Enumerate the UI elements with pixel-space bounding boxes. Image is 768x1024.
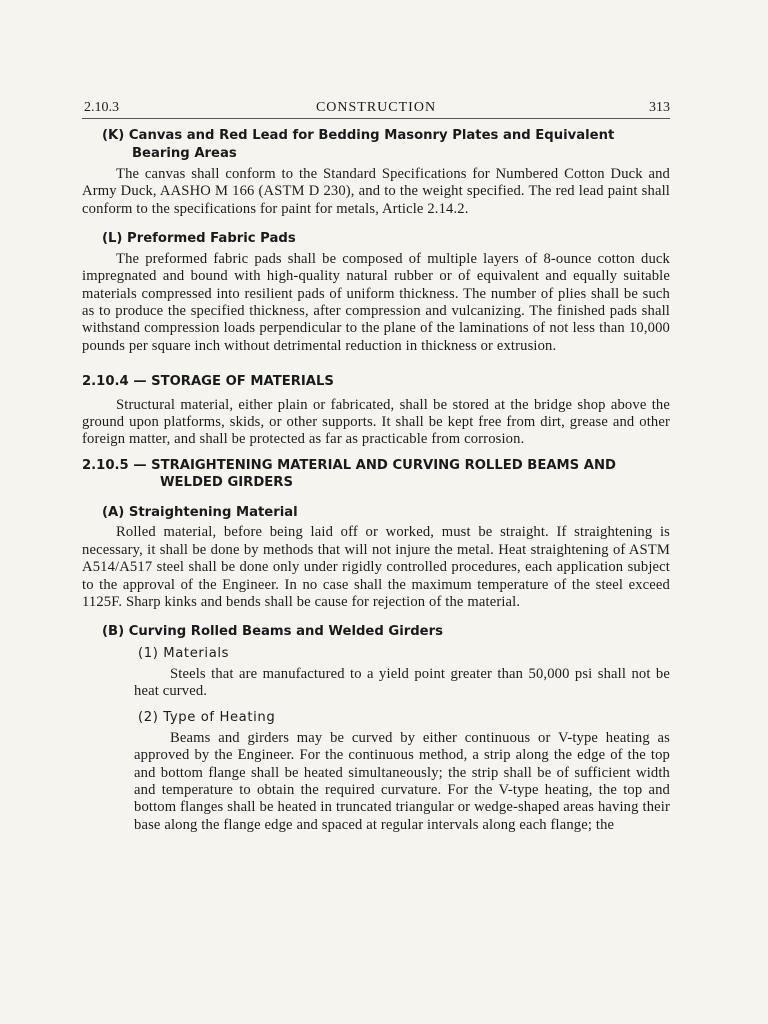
header-section-number: 2.10.3 <box>84 100 119 115</box>
paragraph-k: The canvas shall conform to the Standard Specifications for Numbered Cotton Duck and Army Duck, AASHO M 166 (ASTM D 230), and to the weight specified. The red lead paint shall conform to the specifications for paint for metals, Article 2.14.2. <box>82 166 670 217</box>
heading-a: (A) Straightening Material <box>102 504 298 520</box>
paragraph-b2: Beams and girders may be curved by either continuous or V-type heating as approved by the Engineer. For the continuous method, a strip along the edge of the top and bottom flange shall be heated simultaneously; the strip shall be of sufficient width and temperature to obtain the required curvature. For the V-type heating, the top and bottom flanges shall be heated in truncated triangular or wedge-shaped areas having their base along the flange edge and spaced at regular intervals along each flange; the <box>134 729 670 833</box>
paragraph-b1: Steels that are manufactured to a yield point greater than 50,000 psi shall not be heat curved. <box>134 665 670 700</box>
document-page <box>82 96 670 834</box>
heading-b2: (2) Type of Heating <box>138 709 276 725</box>
heading-b: (B) Curving Rolled Beams and Welded Girders <box>102 624 443 640</box>
paragraph-l: The preformed fabric pads shall be composed of multiple layers of 8-ounce cotton duck impregnated and bound with high-quality natural rubber or of equivalent and equally suitable materials compressed into resilient pads of uniform thickness. The number of plies shall be such as to produce the specified thickness, after compression and vulcanizing. The finished pads shall withstand compression loads perpendicular to the plane of the laminations of not less than 10,000 pounds per square inch without detrimental reduction in thickness or extrusion. <box>82 250 670 354</box>
heading-2-10-4: 2.10.4 — STORAGE OF MATERIALS <box>82 374 334 390</box>
heading-2-10-5: 2.10.5 — STRAIGHTENING MATERIAL AND CURVING ROLLED BEAMS AND WELDED GIRDERS <box>82 457 616 491</box>
heading-l: (L) Preformed Fabric Pads <box>102 231 296 247</box>
header-title: CONSTRUCTION <box>315 100 437 115</box>
heading-b1: (1) Materials <box>138 645 230 661</box>
running-header <box>82 96 670 119</box>
paragraph-2-10-4: Structural material, either plain or fabricated, shall be stored at the bridge shop above the ground upon platforms, skids, or other supports. It shall be kept free from dirt, grease and other foreign matter, and shall be protected as far as practicable from corrosion. <box>82 396 670 448</box>
heading-k: (K) Canvas and Red Lead for Bedding Masonry Plates and Equivalent Bearing Areas <box>102 128 615 161</box>
paragraph-a: Rolled material, before being laid off or worked, must be straight. If straightening is necessary, it shall be done by methods that will not injure the metal. Heat straightening of ASTM A514/A517 steel shall be done only under rigidly controlled procedures, each application subject to the approval of the Engineer. In no case shall the maximum temperature of the steel exceed 1125F. Sharp kinks and bends shall be cause for rejection of the material. <box>82 524 670 610</box>
page-number: 313 <box>649 100 670 115</box>
